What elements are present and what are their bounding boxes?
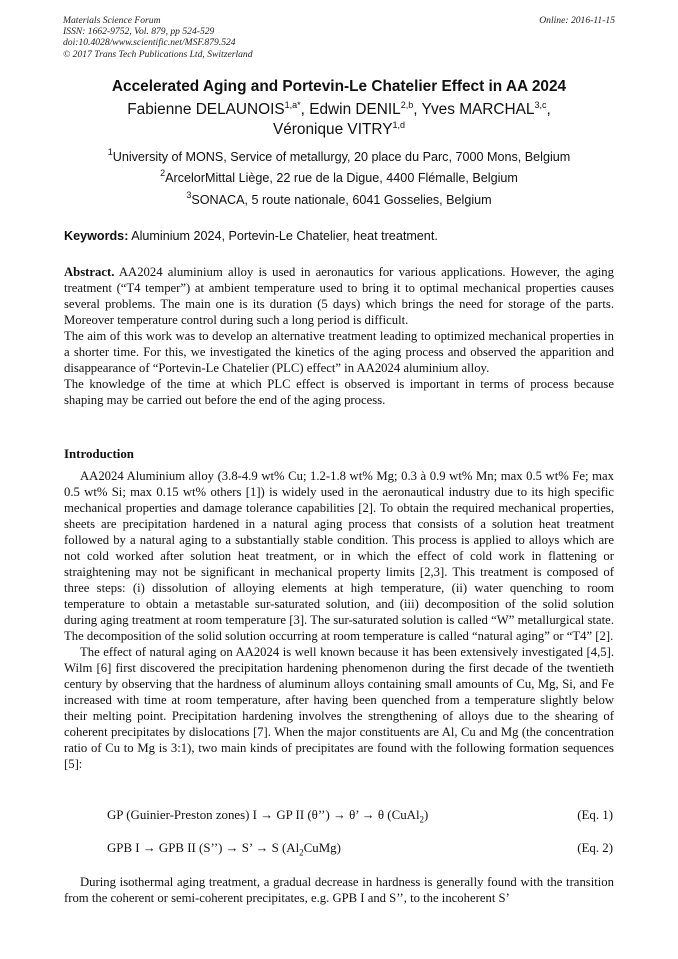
introduction-body [64, 468, 614, 772]
abstract-label: Abstract. [64, 265, 115, 279]
journal-name: Materials Science Forum [63, 15, 161, 26]
abstract-paragraph: The aim of this work was to develop an alternative treatment leading to optimized mechanical properties in a shorter time. For this, we investigated the kinetics of the aging process and observed the apparition and disappearance of “Portevin-Le Chatelier (PLC) effect” in AA2024 aluminium alloy. [64, 329, 614, 375]
doi-line: doi:10.4028/www.scientific.net/MSF.879.524 [63, 37, 236, 49]
equation-number: (Eq. 1) [577, 808, 613, 822]
abstract-paragraph: The knowledge of the time at which PLC effect is observed is important in terms of process because shaping may be carried out before the end of the aging process. [64, 377, 614, 407]
online-date: Online: 2016-11-15 [539, 15, 615, 26]
author-sup: 3,c [534, 100, 547, 110]
body-paragraph: AA2024 Aluminium alloy (3.8-4.9 wt% Cu; 1.2-1.8 wt% Mg; 0.3 à 0.9 wt% Mn; max 0.5 wt% Fe; max 0.5 wt% Si; max 0.15 wt% others [1]) is widely used in the aeronautical industry due to its high specific mechanical properties and damage tolerance capabilities [2]. To obtain the required mechanical properties, sheets are precipitation hardened in a natural aging process that consists of a solution heat treatment followed by a natural aging to a substantially stable condition. This process is applied to alloys which are not cold worked after solution heat treatment, or in which the effect of cold work in flattening or straightening may not be significant in mechanical property limits [2,3]. This treatment is composed of three steps: (i) dissolution of alloying elements at high temperature, (ii) water quenching to room temperature to obtain a metastable sur-saturated solution, and (iii) decomposition of the solid solution during aging treatment at room temperature [3]. The sur-saturated solution is called “W” metallurgical state. The decomposition of the solid solution occurring at room temperature is called “natural aging” or “T4” [2]. [64, 469, 614, 643]
author-sup: 1,a* [284, 100, 301, 110]
author-name: Véronique VITRY [272, 121, 393, 138]
introduction-continued [64, 874, 614, 906]
keywords [64, 229, 614, 243]
equation-number: (Eq. 2) [577, 841, 613, 855]
paper-title: Accelerated Aging and Portevin-Le Chatelier Effect in AA 2024 [111, 78, 567, 95]
author-sup: 2,b [400, 100, 414, 110]
body-paragraph: The effect of natural aging on AA2024 is well known because it has been extensively investigated [4,5]. Wilm [6] first discovered the precipitation hardening phenomenon during the first decade of the twentieth century by observing that the hardness of aluminum alloys containing small amounts of Cu, Mg, Si, and Fe increased with time at room temperature, after having been quenched from a temperature slightly below their melting point. Precipitation hardening involves the strengthening of alloys due to the shearing of coherent precipitates by dislocations [7]. When the major constituents are Al, Cu and Mg (the concentration ratio of Cu to Mg is 3:1), two main kinds of precipitates are found with the following formation sequences [5]: [64, 645, 614, 771]
copyright-line: © 2017 Trans Tech Publications Ltd, Switzerland [63, 48, 253, 60]
issn-line: ISSN: 1662-9752, Vol. 879, pp 524-529 [63, 26, 215, 38]
author-list: Fabienne $DELAUNOIS^{1,a*}$, Edwin DENIL$^{2,b}$, Yves MARCHAL$^{3,c}$, Véronique VITRY$^{1,d}$ [127, 100, 551, 138]
author-name: Yves MARCHAL [421, 101, 535, 118]
equation-text: GPB I → GPB II (S’’) → S’ → S $(Al_2CuMg)$ [107, 841, 341, 858]
keywords-text: Aluminium 2024, Portevin-Le Chatelier, heat treatment. [131, 229, 438, 243]
keywords-label: Keywords: [64, 229, 129, 243]
affiliation: $^1$University of MONS, Service of metallurgy, 20 place du Parc, 7000 Mons, Belgium [107, 147, 571, 164]
affiliation: $^2$ArcelorMittal Liège, 22 rue de la Digue, 4400 Flémalle, Belgium [160, 168, 518, 185]
abstract [64, 264, 614, 408]
equation-text: GP (Guinier-Preston zones) I → GP II (θ’’) → θ’ → θ (CuAl$_2$) [107, 808, 429, 825]
section-heading: Introduction [64, 447, 134, 461]
journal-header [63, 15, 615, 60]
body-paragraph: During isothermal aging treatment, a gradual decrease in hardness is generally found with the transition from the coherent or semi-coherent precipitates, e.g. GPB I and S’’, to the incoherent S’ [64, 875, 614, 905]
equation-1 [107, 808, 613, 825]
abstract-paragraph: Abstract. AA2024 aluminium alloy is used in aeronautics for various applications. However, the aging treatment (“T4 temper”) at ambient temperature used to bring it to optimal mechanical properties causes several problems. The main one is its duration (5 days) which brings the need for storage of the parts. Moreover temperature control during such a long period is difficult. [64, 265, 614, 327]
author-sup: 1,d [392, 120, 405, 130]
author-name: Edwin DENIL [309, 101, 401, 118]
equation-2 [107, 841, 613, 858]
affiliation: $^3$SONACA, 5 route nationale, 6041 Gosselies, Belgium [186, 190, 492, 207]
author-name: Fabienne DELAUNOIS [127, 101, 285, 118]
